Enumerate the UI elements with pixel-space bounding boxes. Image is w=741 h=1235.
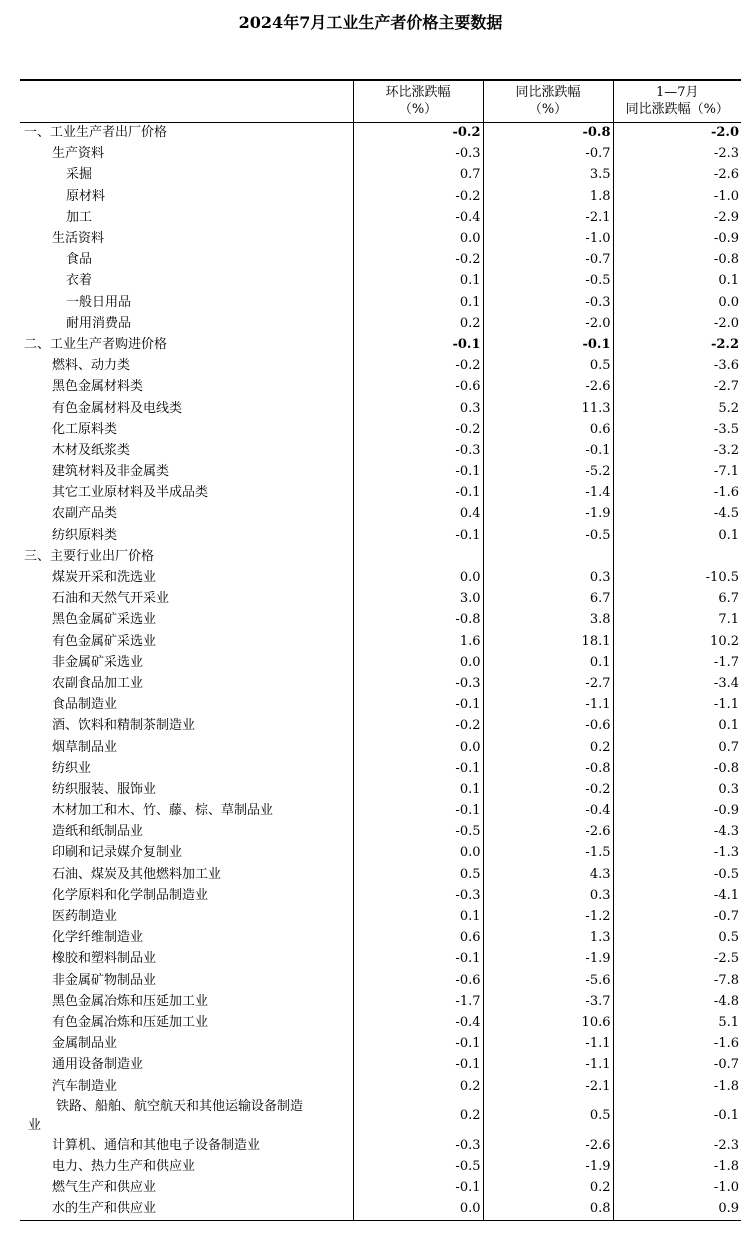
cell-mom: -0.3 [353,885,483,906]
row-label: 纺织原料类 [52,527,118,543]
cell-mom: -0.3 [353,440,483,461]
table-row [20,567,741,588]
cell-yoy: -2.6 [483,377,613,398]
row-label: 其它工业原材料及半成品类 [52,485,209,501]
table-row [20,589,741,610]
cell-mom: -0.2 [353,186,483,207]
cell-mom: 0.3 [353,398,483,419]
cell-cum: -1.1 [613,695,741,716]
cell-cum: -2.5 [613,949,741,970]
table-row [20,695,741,716]
cell-mom: -0.1 [353,801,483,822]
row-label: 化学原料和化学制品制造业 [52,887,209,903]
cell-cum: 0.7 [613,737,741,758]
row-label: 加工 [66,209,93,225]
table-row [20,1097,741,1135]
table-row [20,970,741,991]
row-label: 生活资料 [52,231,105,247]
cell-yoy: 0.5 [483,1097,613,1135]
header-blank [20,80,353,122]
header-cum-line1: 1—7月 [655,85,699,101]
cell-cum: -0.7 [613,1055,741,1076]
cell-mom: 0.1 [353,779,483,800]
table-row [20,356,741,377]
table-row [20,1135,741,1156]
cell-cum: -3.2 [613,440,741,461]
row-label: 一般日用品 [66,294,132,310]
cell-mom: -0.2 [353,122,483,144]
row-label: 黑色金属冶炼和压延加工业 [52,993,209,1009]
cell-yoy: -2.7 [483,673,613,694]
row-label: 有色金属冶炼和压延加工业 [52,1014,209,1030]
table-body [20,122,741,1220]
table-header-row [20,80,741,122]
cell-mom: 0.2 [353,1076,483,1097]
table-row [20,1156,741,1177]
cell-cum: -1.3 [613,843,741,864]
cell-yoy: 4.3 [483,864,613,885]
cell-mom: -0.3 [353,144,483,165]
cell-cum: -4.3 [613,822,741,843]
cell-mom: -0.1 [353,758,483,779]
row-label: 食品制造业 [52,697,118,713]
cell-mom: -0.1 [353,695,483,716]
cell-cum: -7.1 [613,462,741,483]
row-label: 化学纤维制造业 [52,930,144,946]
cell-yoy: -2.0 [483,313,613,334]
table-row [20,1076,741,1097]
cell-cum: -1.7 [613,652,741,673]
cell-cum: -2.3 [613,1135,741,1156]
cell-mom: 0.2 [353,313,483,334]
cell-cum: -3.5 [613,419,741,440]
cell-mom: -0.3 [353,1135,483,1156]
cell-yoy: -3.7 [483,991,613,1012]
cell-mom: 3.0 [353,589,483,610]
table-row [20,419,741,440]
cell-cum: -3.6 [613,356,741,377]
cell-mom: -0.2 [353,356,483,377]
cell-mom: 0.2 [353,1097,483,1135]
row-label: 纺织服装、服饰业 [52,781,157,797]
row-label: 一、工业生产者出厂价格 [24,125,168,141]
row-label: 耐用消费品 [66,315,132,331]
table-row [20,885,741,906]
cell-cum: -10.5 [613,567,741,588]
cell-cum: 0.0 [613,292,741,313]
cell-mom: 0.0 [353,737,483,758]
cell-yoy: -1.1 [483,1055,613,1076]
row-label: 食品 [66,252,93,268]
table-row [20,144,741,165]
cell-yoy: -0.8 [483,758,613,779]
cell-yoy: -2.6 [483,1135,613,1156]
row-label: 燃料、动力类 [52,358,131,374]
cell-cum: -0.7 [613,906,741,927]
table-row [20,991,741,1012]
cell-mom: 0.1 [353,292,483,313]
cell-mom: -0.5 [353,1156,483,1177]
cell-yoy: 0.3 [483,567,613,588]
row-label: 有色金属矿采选业 [52,633,157,649]
table-row [20,377,741,398]
cell-cum: 0.5 [613,928,741,949]
table-row [20,440,741,461]
cell-cum: 5.2 [613,398,741,419]
page-title: 2024年7月工业生产者价格主要数据 [238,13,503,32]
cell-cum: -2.9 [613,207,741,228]
row-label: 印刷和记录媒介复制业 [52,845,183,861]
cell-yoy: -1.1 [483,1034,613,1055]
cell-mom: 0.0 [353,228,483,249]
row-label: 黑色金属材料类 [52,379,144,395]
table-row [20,1034,741,1055]
table-row [20,843,741,864]
cell-yoy: 10.6 [483,1012,613,1033]
cell-yoy: 1.3 [483,928,613,949]
header-mom-line2: （%） [398,102,438,118]
cell-cum: -2.6 [613,165,741,186]
table-row [20,122,741,144]
cell-mom: -0.4 [353,1012,483,1033]
table-row [20,652,741,673]
cell-yoy: -1.4 [483,483,613,504]
cell-yoy: 11.3 [483,398,613,419]
row-label: 汽车制造业 [52,1078,118,1094]
row-label: 原材料 [66,188,106,204]
table-row [20,822,741,843]
cell-cum: -7.8 [613,970,741,991]
header-cum [613,80,741,122]
table-row [20,313,741,334]
header-mom [353,80,483,122]
cell-yoy: -1.2 [483,906,613,927]
cell-mom: 0.1 [353,906,483,927]
row-label: 衣着 [66,273,93,289]
cell-yoy: -0.7 [483,144,613,165]
cell-cum: -0.9 [613,228,741,249]
cell-cum: -4.5 [613,504,741,525]
cell-yoy: -5.6 [483,970,613,991]
row-label: 非金属矿采选业 [52,654,144,670]
table-row [20,292,741,313]
cell-cum: -2.2 [613,334,741,355]
table-row [20,1178,741,1199]
cell-yoy: 1.8 [483,186,613,207]
row-label: 生产资料 [52,146,105,162]
cell-yoy: -0.6 [483,716,613,737]
cell-mom: 0.6 [353,928,483,949]
row-label: 纺织业 [52,760,92,776]
cell-mom: -0.6 [353,377,483,398]
cell-yoy: -1.9 [483,504,613,525]
cell-yoy: 0.6 [483,419,613,440]
row-label: 农副产品类 [52,506,118,522]
cell-mom: -0.8 [353,610,483,631]
cell-yoy: 0.5 [483,356,613,377]
cell-cum [613,546,741,567]
table-row [20,250,741,271]
cell-mom: -0.3 [353,673,483,694]
header-yoy-line2: （%） [528,102,568,118]
cell-mom: -0.1 [353,949,483,970]
cell-yoy: -0.3 [483,292,613,313]
table-row [20,398,741,419]
table-row [20,334,741,355]
row-label: 采掘 [66,167,93,183]
table-row [20,504,741,525]
row-label: 二、工业生产者购进价格 [24,336,168,352]
row-label: 建筑材料及非金属类 [52,464,170,480]
cell-cum: -0.1 [613,1097,741,1135]
cell-mom: 0.7 [353,165,483,186]
table-row [20,673,741,694]
cell-mom: -0.1 [353,525,483,546]
cell-mom: -0.1 [353,1178,483,1199]
cell-yoy: -1.1 [483,695,613,716]
cell-mom: -0.1 [353,334,483,355]
header-cum-line2: 同比涨跌幅（%） [625,102,729,118]
header-yoy [483,80,613,122]
cell-mom: 0.5 [353,864,483,885]
row-label: 木材加工和木、竹、藤、棕、草制品业 [52,803,274,819]
row-label: 酒、饮料和精制茶制造业 [52,718,196,734]
cell-cum: 0.1 [613,525,741,546]
cell-yoy: -0.2 [483,779,613,800]
row-label: 石油和天然气开采业 [52,591,170,607]
cell-yoy: 18.1 [483,631,613,652]
table-row [20,546,741,567]
row-label: 金属制品业 [52,1036,118,1052]
cell-yoy: -1.5 [483,843,613,864]
cell-mom: 0.0 [353,652,483,673]
cell-cum: -1.6 [613,483,741,504]
cell-cum: -3.4 [613,673,741,694]
table-row [20,801,741,822]
row-label-wrap [24,1097,353,1135]
row-label: 煤炭开采和洗选业 [52,570,157,586]
table-row [20,165,741,186]
row-label: 烟草制品业 [52,739,118,755]
row-label: 水的生产和供应业 [20,1199,353,1221]
row-label: 医药制造业 [52,909,118,925]
row-label: 橡胶和塑料制品业 [52,951,157,967]
cell-cum: -0.9 [613,801,741,822]
cell-cum: 6.7 [613,589,741,610]
cell-mom: -0.1 [353,483,483,504]
cell-mom: -0.1 [353,462,483,483]
cell-yoy: -0.4 [483,801,613,822]
cell-cum: -1.8 [613,1076,741,1097]
cell-mom: -0.1 [353,1034,483,1055]
cell-cum: 5.1 [613,1012,741,1033]
cell-yoy: 0.1 [483,652,613,673]
row-label-line2: 业 [28,1118,42,1134]
row-label: 三、主要行业出厂价格 [24,548,155,564]
cell-mom: -0.2 [353,250,483,271]
cell-yoy: 3.5 [483,165,613,186]
cell-yoy: -2.1 [483,1076,613,1097]
cell-yoy: -2.1 [483,207,613,228]
row-label: 电力、热力生产和供应业 [52,1158,196,1174]
cell-cum: -2.7 [613,377,741,398]
table-row [20,1199,741,1221]
row-label: 化工原料类 [52,421,118,437]
table-row [20,906,741,927]
table-row [20,483,741,504]
table-row [20,207,741,228]
cell-yoy: -0.5 [483,271,613,292]
cell-cum: -2.0 [613,313,741,334]
cell-mom: -0.4 [353,207,483,228]
table-row [20,525,741,546]
cell-mom: -0.1 [353,1055,483,1076]
cell-cum: -1.0 [613,186,741,207]
cell-yoy: -1.9 [483,949,613,970]
cell-cum: -0.5 [613,864,741,885]
cell-yoy: -0.8 [483,122,613,144]
table-row [20,949,741,970]
cell-cum: 0.1 [613,716,741,737]
table-row [20,610,741,631]
table-row [20,737,741,758]
cell-cum: 0.1 [613,271,741,292]
header-mom-line1: 环比涨跌幅 [385,85,451,101]
cell-mom [353,546,483,567]
cell-cum: 10.2 [613,631,741,652]
cell-mom: -0.2 [353,419,483,440]
cell-yoy: -1.0 [483,228,613,249]
price-data-table [20,79,741,1221]
cell-cum: -4.1 [613,885,741,906]
row-label: 造纸和纸制品业 [52,824,144,840]
table-row [20,716,741,737]
table-row [20,631,741,652]
table-row [20,462,741,483]
cell-cum: -0.8 [613,758,741,779]
cell-mom: -0.5 [353,822,483,843]
table-row [20,1012,741,1033]
table-row [20,864,741,885]
cell-yoy: 3.8 [483,610,613,631]
cell-yoy: -5.2 [483,462,613,483]
table-row [20,228,741,249]
cell-yoy: 0.8 [483,1199,613,1221]
table-row [20,928,741,949]
cell-yoy: 0.2 [483,737,613,758]
table-row [20,779,741,800]
cell-mom: 0.1 [353,271,483,292]
row-label: 黑色金属矿采选业 [52,612,157,628]
cell-mom: -1.7 [353,991,483,1012]
cell-cum: -0.8 [613,250,741,271]
row-label: 有色金属材料及电线类 [52,400,183,416]
cell-yoy: 0.3 [483,885,613,906]
row-label: 石油、煤炭及其他燃料加工业 [52,866,222,882]
cell-mom: 0.4 [353,504,483,525]
cell-cum: -1.0 [613,1178,741,1199]
cell-yoy: -0.1 [483,440,613,461]
cell-cum: -1.8 [613,1156,741,1177]
cell-mom: -0.6 [353,970,483,991]
cell-cum: 7.1 [613,610,741,631]
cell-mom: 0.0 [353,843,483,864]
cell-yoy: -2.6 [483,822,613,843]
cell-cum: -2.0 [613,122,741,144]
row-label: 非金属矿物制品业 [52,972,157,988]
row-label: 木材及纸浆类 [52,442,131,458]
row-label: 计算机、通信和其他电子设备制造业 [52,1137,261,1153]
cell-mom: 0.0 [353,1199,483,1221]
table-row [20,186,741,207]
cell-yoy: 0.2 [483,1178,613,1199]
cell-mom: 0.0 [353,567,483,588]
row-label-line1: 铁路、船舶、航空航天和其他运输设备制造 [56,1099,304,1115]
row-label [20,1097,353,1135]
cell-cum: 0.9 [613,1199,741,1221]
table-row [20,271,741,292]
cell-mom: 1.6 [353,631,483,652]
cell-yoy: -0.7 [483,250,613,271]
header-yoy-line1: 同比涨跌幅 [515,85,581,101]
cell-cum: -4.8 [613,991,741,1012]
cell-yoy: 6.7 [483,589,613,610]
row-label: 农副食品加工业 [52,675,144,691]
table-row [20,1055,741,1076]
cell-cum: -1.6 [613,1034,741,1055]
cell-cum: 0.3 [613,779,741,800]
table-row [20,758,741,779]
row-label: 燃气生产和供应业 [52,1180,157,1196]
cell-yoy: -1.9 [483,1156,613,1177]
cell-yoy: -0.5 [483,525,613,546]
cell-cum: -2.3 [613,144,741,165]
cell-yoy [483,546,613,567]
row-label: 通用设备制造业 [52,1057,144,1073]
cell-yoy: -0.1 [483,334,613,355]
cell-mom: -0.2 [353,716,483,737]
